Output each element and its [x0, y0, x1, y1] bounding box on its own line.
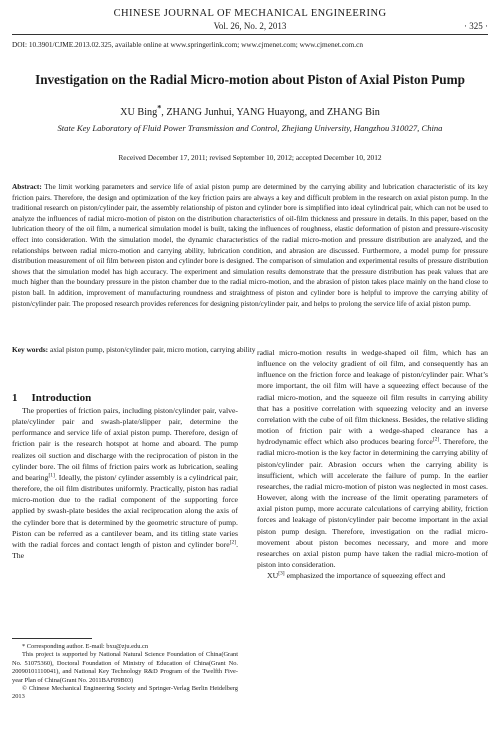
footnotes: [12, 643, 238, 702]
intro-paragraph-1: [12, 405, 238, 561]
abstract: [12, 182, 488, 309]
section-heading: [12, 392, 91, 404]
keywords-text: axial piston pump, piston/cylinder pair, micro motion, carrying ability: [48, 345, 256, 354]
right-paragraph-1: [257, 347, 488, 570]
funding-footnote: This project is supported by National Natural Science Foundation of China(Grant No. 51075360), Doctoral Foundation of Ministry of Education of China(Grant No. 20090101110041), and National Key Technology R&D Program of the Twelfth Five-year Plan of China(Grant No. 2011BAF09B03): [12, 651, 238, 684]
intro-text-b: . Ideally, the piston/ cylinder assembly is a cylindrical pair, therefore, the oil film distributes uniformly. Practically, piston has radial micro-motion due to the radial component of the supporting force applied by swash-plate besides the axial reciprocation along the axis of the cylinder bore that is determined by the geometric structure of pump. Piston can be referred as a cantilever beam, and its titling state varies with the radial forces and contact length of piston and cylinder bore: [12, 472, 238, 549]
right-text-a: radial micro-motion results in wedge-shaped oil film, which has an influence on the velocity gradient of oil film, and consequently has an influence on the friction force and leakage of piston/cylinder pair. What’s more important, the oil film will have a squeezing effect because of the radial micro-motion, and the squeeze oil film results in carrying ability that has a positive correlation with squeezing velocity and an inverse correlation with the cube of oil film thickness. Besides, the relative sliding motion of friction pair with a wedge-shaped clearance has a hydrodynamic effect which also produces bearing force: [257, 348, 488, 447]
abstract-label: Abstract:: [12, 182, 42, 191]
journal-volume: Vol. 26, No. 2, 2013: [213, 21, 287, 31]
section-number: 1: [12, 392, 18, 404]
left-column: [12, 405, 238, 561]
citation-2[interactable]: [2]: [229, 539, 237, 546]
corresponding-mark: *: [157, 103, 162, 113]
abstract-text: The limit working parameters and service life of axial piston pump are determined by the carrying ability and lubrication characteristic of its key friction pairs. Therefore, the design and optimization of the key friction pairs are always a key and difficult problem in the research on axial piston pump. In the traditional research on piston/cylinder pair, the assembly relationship of piston and cylinder bore is simplified into ideal cylindrical pair, which can not be used to analyze the influences of radial micro-motion of piston on the distribution characteristics of oil-film thickness and pressure in details. In this paper, based on the lubrication theory of the oil film, a numerical simulation model is built, taking the influences of roughness, elastic deformation of piston and pressure-viscosity effect into consideration. With the simulation model, the dynamic characteristics of the radial micro-motion and pressure distribution are analyzed, and the relationships between radial micro-motion and carrying ability, lubrication condition, and abrasion are discussed. Furthermore, a model pump for pressure distribution measurement of oil film between piston and cylinder bore is designed. The comparison of simulation and experimental results of pressure distribution shows that the simulation model has high accuracy. The experiment and simulation results demonstrate that the pressure distribution has peak values that are much higher than the boundary pressure in the piston chamber due to the radial micro-motion, and the abrasion of piston takes place mainly on the hand close to piston ball. In addition, improvement of manufacturing roundness and straightness of piston and cylinder bore is helpful to improve the carrying ability of piston/cylinder pair. The proposed research provides references for designing piston/cylinder pair, and helps to prolong the service life of axial piston pump.: [12, 182, 488, 308]
intro-text-c: . The: [12, 539, 238, 561]
xu-name: XU: [267, 571, 279, 581]
author-list: [0, 103, 500, 118]
citation-2b[interactable]: [2]: [432, 436, 440, 443]
right-text-b: . Therefore, the radial micro-motion is the key factor in determining the carrying ability of piston/cylinder pair. Abrasion occurs when the carrying ability is insufficient, which will accelerate the failure of pump. In the earlier researches, the radial micro-motion of piston was neglected in most cases. However, along with the increase of the limit operating parameters of axial piston pump, more accurate calculations of carrying ability, friction forces and leakage of piston/cylinder pair become important in the axial piston pump design. Therefore, investigation on the radial micro-movement about piston becomes necessary, and more and more researches on axial piston pump have taken the radial micro-motion of piston into consideration.: [257, 437, 488, 569]
first-author: XU Bing: [120, 107, 158, 118]
other-authors: , ZHANG Junhui, YANG Huayong, and ZHANG Bin: [161, 107, 380, 118]
journal-title: CHINESE JOURNAL OF MECHANICAL ENGINEERING: [113, 8, 387, 19]
section-title: Introduction: [31, 392, 92, 404]
intro-text-a: The properties of friction pairs, including piston/cylinder pair, valve-plate/cylinder pair and swash-plate/slipper pair, determine the performance and service life of axial piston pump. Therefore, design of friction pair is the research hotspot at home and aboard. The pump realizes oil suction and discharge with the reciprocation of piston in the cylinder bore. The oil films of friction pairs work as lubrication, sealing and bearing: [12, 406, 238, 482]
keywords-label: Key words:: [12, 345, 49, 354]
copyright-footnote: © Chinese Mechanical Engineering Society and Springer-Verlag Berlin Heidelberg 2013: [12, 685, 238, 701]
paper-title: Investigation on the Radial Micro-motion about Piston of Axial Piston Pump: [35, 72, 465, 87]
affiliation: State Key Laboratory of Fluid Power Transmission and Control, Zhejiang University, Hangzhou 310027, China: [57, 123, 443, 133]
right-paragraph-2: [257, 570, 488, 581]
corresponding-footnote: * Corresponding author. E-mail: bxu@zju.edu.cn: [22, 643, 149, 650]
submission-dates: Received December 17, 2011; revised September 10, 2012; accepted December 10, 2012: [118, 153, 382, 162]
right-text-c: emphasized the importance of squeezing effect and: [284, 571, 446, 581]
footnote-rule: [12, 638, 92, 639]
citation-3[interactable]: [3]: [278, 570, 285, 577]
citation-1[interactable]: [1]: [48, 472, 55, 479]
header-rule: [12, 34, 488, 35]
doi-line: DOI: 10.3901/CJME.2013.02.325, available online at www.springerlink.com; www.cjmenet.com; www.cjmenet.com.cn: [12, 40, 363, 49]
right-column: [257, 347, 488, 581]
page-number: · 325 ·: [464, 21, 488, 31]
